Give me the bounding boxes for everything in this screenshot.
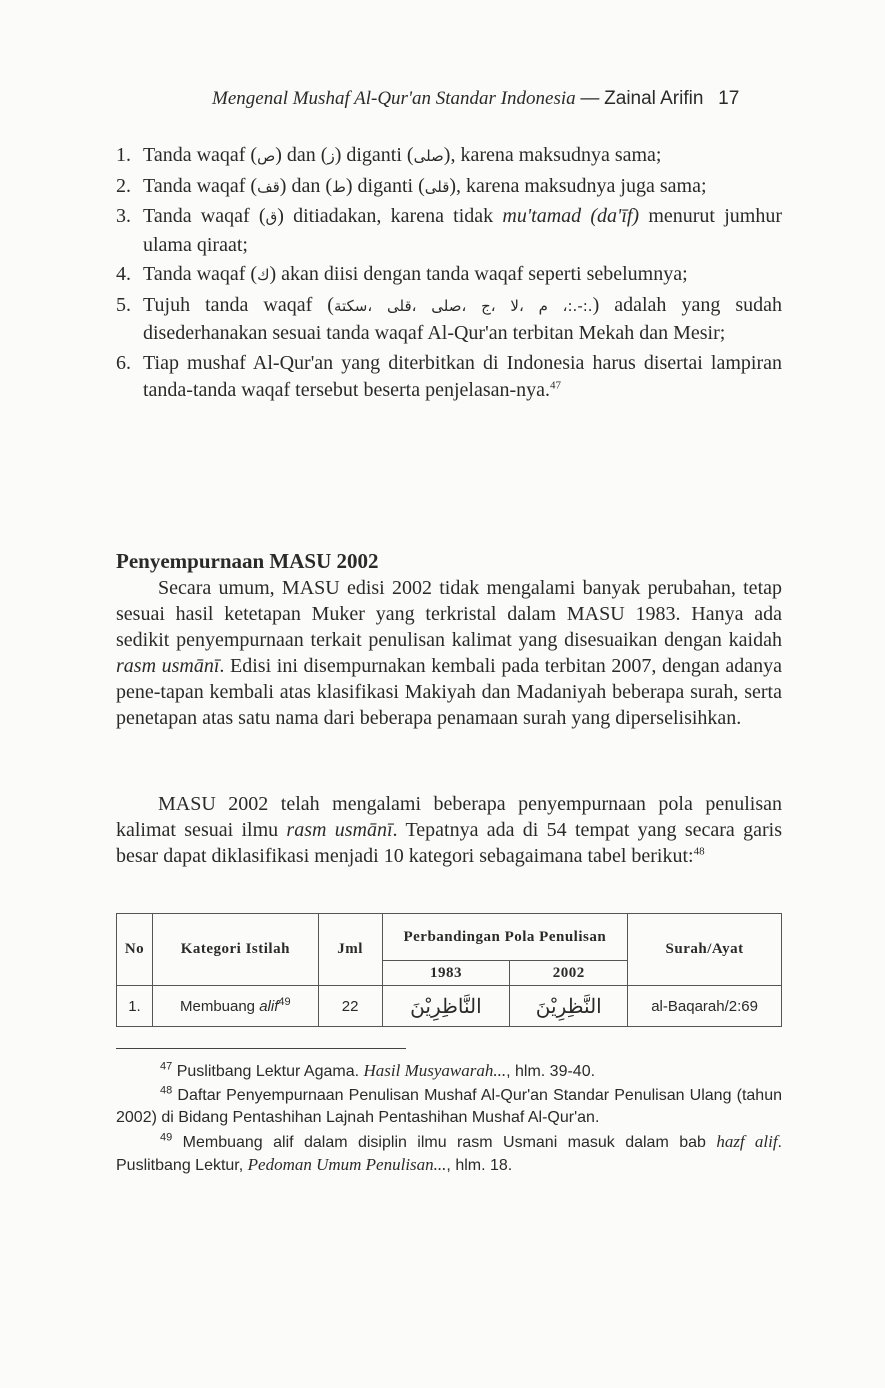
list-text: ) akan diisi dengan tanda waqaf seperti sebelumnya; — [269, 263, 688, 285]
arabic-mark: صلى — [413, 147, 444, 165]
list-text: ) ditiadakan, karena tidak — [277, 205, 503, 227]
cell-text: Membuang — [179, 997, 260, 1015]
footnote-divider — [116, 1048, 406, 1049]
waqaf-list — [116, 142, 782, 407]
footnote-ref: 47 — [550, 379, 562, 392]
list-text: Tanda waqaf ( — [143, 174, 258, 197]
list-item — [116, 173, 782, 202]
arabic-mark: ق — [265, 208, 278, 226]
arabic-mark: ك — [257, 266, 270, 284]
header-separator: — — [580, 88, 600, 109]
list-number: 6. — [116, 351, 131, 374]
book-title: Mengenal Mushaf Al-Qur'an Standar Indonesia — [212, 88, 576, 109]
footnote — [116, 1085, 782, 1129]
list-number: 1. — [116, 144, 131, 166]
emphasis-text: Pedoman Umum Penulisan... — [247, 1155, 447, 1174]
running-head — [212, 88, 772, 110]
cell-rasm-1983: النَّاظِرِيْنَ — [382, 986, 510, 1027]
cell-kategori — [152, 986, 318, 1027]
list-number: 4. — [116, 263, 131, 285]
list-text: ), karena maksudnya sama; — [443, 144, 662, 166]
list-text: menurut jumhur ulama qiraat; — [143, 205, 782, 256]
list-number: 2. — [116, 174, 131, 197]
footnote-number: 48 — [160, 1084, 173, 1097]
list-text: ) dan ( — [275, 144, 328, 166]
footnote-ref: 49 — [278, 995, 291, 1008]
list-number: 3. — [116, 205, 131, 227]
footnote-ref: 48 — [693, 845, 705, 858]
cell-jml: 22 — [318, 986, 382, 1027]
arabic-mark: قف — [257, 177, 280, 196]
list-item — [116, 203, 782, 259]
list-number: 5. — [116, 293, 131, 316]
footnote-number: 49 — [160, 1131, 173, 1144]
emphasis-text: mu'tamad (da'īf) — [502, 205, 640, 227]
footnote — [116, 1060, 782, 1083]
list-text: ) adalah yang sudah disederhanakan sesuai tanda waqaf Al-Qur'an terbitan Mekah dan Mesir; — [143, 293, 782, 344]
list-text: ) diganti ( — [334, 144, 414, 166]
header-perbandingan: Perbandingan Pola Penulisan — [382, 914, 628, 961]
header-kategori: Kategori Istilah — [152, 914, 318, 986]
emphasis-text: rasm usmānī — [116, 655, 220, 677]
page-number: 17 — [718, 88, 740, 109]
table-header-row — [117, 914, 782, 961]
emphasis-text: rasm usmānī — [286, 819, 393, 841]
footnote-text: Membuang alif dalam disiplin ilmu rasm Usmani masuk dalam bab — [172, 1134, 717, 1151]
footnote-text: , hlm. 18. — [446, 1157, 513, 1174]
footnote-number: 47 — [160, 1060, 173, 1073]
header-1983: 1983 — [382, 961, 510, 986]
emphasis-text: hazf alif — [716, 1132, 778, 1151]
cell-no: 1. — [117, 986, 153, 1027]
cell-surah: al-Baqarah/2:69 — [628, 986, 782, 1027]
footnote-text: , hlm. 39-40. — [506, 1063, 596, 1080]
footnote-text: . Puslitbang Lektur, — [116, 1134, 782, 1174]
kategori-table — [116, 913, 782, 1027]
paragraph-text: MASU 2002 telah mengalami beberapa penyempurnaan pola penulisan kalimat sesuai ilmu — [116, 793, 782, 841]
arabic-mark: م ،لا ،ج ،صلى ،قلى ،سكتة ،:.-:. — [333, 296, 593, 315]
list-item — [116, 292, 782, 348]
list-text: Tanda waqaf ( — [143, 144, 258, 166]
cell-rasm-2002: النَّظِرِيْنَ — [510, 986, 628, 1027]
arabic-mark: قلى — [424, 177, 450, 196]
list-text: Tujuh tanda waqaf ( — [143, 293, 334, 316]
paragraph-text: . Tepatnya ada di 54 tempat yang secara garis besar dapat diklasifikasi menjadi 10 kategori sebagaimana tabel berikut: — [116, 819, 782, 867]
body-paragraph — [116, 791, 782, 869]
header-no: No — [117, 914, 153, 986]
header-surah: Surah/Ayat — [628, 914, 782, 986]
table-row — [117, 986, 782, 1027]
footnote-text: Daftar Penyempurnaan Penulisan Mushaf Al-Qur'an Standar Penulisan Ulang (tahun 2002) di Bidang Pentashihan Lajnah Pentashihan Mushaf Al-Qur'an. — [116, 1087, 782, 1126]
footnotes — [116, 1060, 782, 1179]
emphasis-text: Hasil Musyawarah... — [363, 1061, 507, 1080]
paragraph-text: . Edisi ini disempurnakan kembali pada terbitan 2007, dengan adanya pene-tapan kembali atas klasifikasi Makiyah dan Madaniyah beberapa surah, serta penetapan atas satu nama dari beberapa penamaan surah yang diperselisihkan. — [116, 655, 783, 729]
footnote-text: Puslitbang Lektur Agama. — [172, 1063, 364, 1080]
list-text: Tiap mushaf Al-Qur'an yang diterbitkan di Indonesia harus disertai lampiran tanda-tanda waqaf tersebut beserta penjelasan-nya. — [143, 351, 782, 401]
emphasis-text: alif — [259, 997, 279, 1015]
list-item — [116, 261, 782, 290]
list-text: Tanda waqaf ( — [143, 205, 266, 227]
list-item — [116, 142, 782, 171]
header-jml: Jml — [318, 914, 382, 986]
author-name: Zainal Arifin — [604, 88, 704, 109]
arabic-mark: ز — [327, 147, 335, 165]
header-2002: 2002 — [510, 961, 628, 986]
list-item — [116, 350, 782, 405]
list-text: Tanda waqaf ( — [143, 263, 258, 285]
list-text: ) diganti ( — [345, 174, 425, 197]
paragraph-text: Secara umum, MASU edisi 2002 tidak mengalami banyak perubahan, tetap sesuai hasil ketetapan Muker yang terkristal dalam MASU 1983. Hanya ada sedikit penyempurnaan terkait penulisan kalimat yang disesuaikan dengan kaidah — [116, 577, 782, 651]
list-text: ) dan ( — [279, 174, 332, 197]
footnote — [116, 1131, 782, 1177]
section-heading: Penyempurnaan MASU 2002 — [116, 549, 379, 573]
arabic-mark: ص — [257, 147, 276, 165]
list-text: ), karena maksudnya juga sama; — [449, 174, 707, 197]
body-paragraph — [116, 575, 782, 731]
arabic-mark: ط — [332, 177, 346, 196]
